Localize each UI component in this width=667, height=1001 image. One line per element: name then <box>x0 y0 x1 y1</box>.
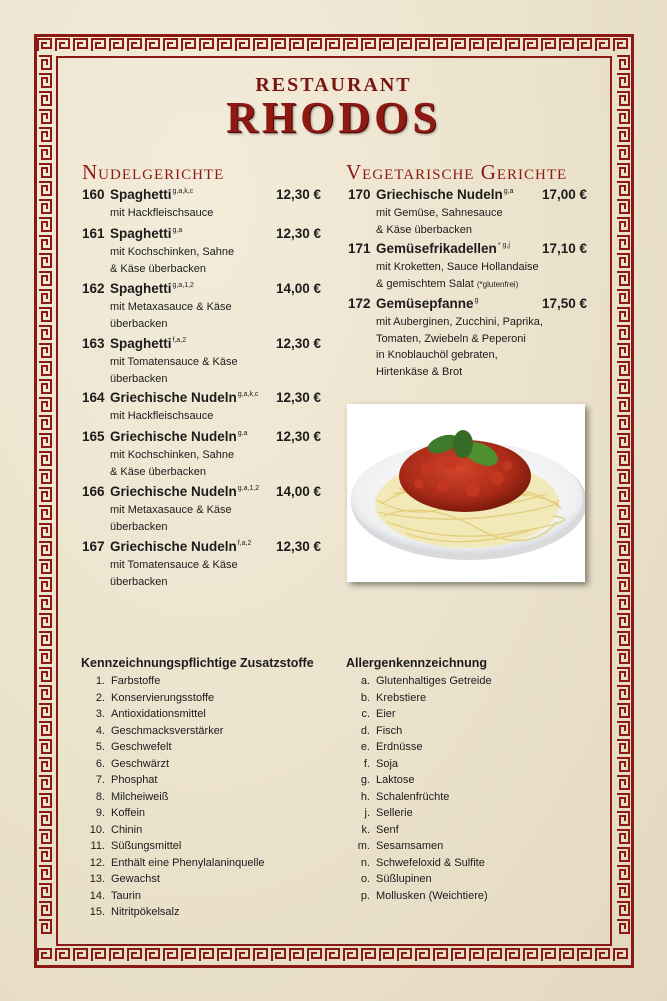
dish-price: 12,30 € <box>276 187 322 202</box>
list-item-key: f. <box>363 757 370 770</box>
list-item <box>81 739 331 756</box>
list-item <box>346 805 596 822</box>
list-item <box>346 756 596 773</box>
list-item <box>81 822 331 839</box>
list-item-key: c. <box>361 708 370 720</box>
dish-description: mit Auberginen, Zucchini, Paprika, Tomaten, Zwiebeln & Peperoni in Knoblauchöl gebraten, Hirtenkäse & Brot <box>376 316 543 378</box>
brand-restaurant-label: RESTAURANT <box>255 74 412 96</box>
dish-additive-codes: f,a,2 <box>172 337 187 344</box>
list-item <box>346 888 596 905</box>
list-item-label: Erdnüsse <box>376 741 423 753</box>
dish-additive-codes: g,a,1,2 <box>172 282 194 289</box>
list-item-key: 13. <box>89 873 105 885</box>
dish-additive-codes: g,a <box>172 227 183 234</box>
list-item-label: Nitritpökelsalz <box>111 906 180 918</box>
list-item <box>346 706 596 723</box>
list-item <box>81 756 331 773</box>
dish-additive-codes: g,a <box>237 430 248 437</box>
dish-number: 166 <box>82 484 105 499</box>
list-item-key: 3. <box>95 708 105 720</box>
dish-description: mit Metaxasauce & Käse überbacken <box>110 301 232 330</box>
list-item-key: a. <box>360 675 370 687</box>
dish-additive-codes: g,a,k,c <box>237 391 259 398</box>
list-item-label: Geschwärzt <box>111 757 170 770</box>
dish-additive-codes: g,a <box>503 188 514 195</box>
list-item-key: b. <box>360 691 370 704</box>
list-item-key: 14. <box>89 889 105 902</box>
spaghetti-plate-icon <box>347 404 585 582</box>
list-item-label: Konservierungsstoffe <box>111 691 215 704</box>
list-item <box>81 805 331 822</box>
list-item-label: Senf <box>376 823 399 836</box>
dish-description: mit Hackfleischsauce <box>110 207 214 219</box>
list-item <box>346 673 596 690</box>
dish-description: mit Gemüse, Sahnesauce & Käse überbacken <box>376 207 503 236</box>
dish-price: 17,10 € <box>542 241 588 256</box>
dish-number: 162 <box>82 281 105 296</box>
list-item <box>346 822 596 839</box>
list-item-label: Glutenhaltiges Getreide <box>376 675 492 687</box>
additives-list <box>81 673 331 921</box>
list-item-label: Antioxidationsmittel <box>111 708 206 720</box>
dish-description: mit Hackfleischsauce <box>110 410 214 422</box>
dish-number: 167 <box>82 539 105 554</box>
list-item <box>346 855 596 872</box>
list-item-label: Schalenfrüchte <box>376 790 450 803</box>
list-item-key: n. <box>360 856 370 869</box>
list-item-label: Enthält eine Phenylalaninquelle <box>111 856 265 869</box>
dish-name: Griechische Nudeln$^{g,a,1,2}$ <box>110 484 260 499</box>
list-item-key: 11. <box>90 840 105 852</box>
dish-price: 12,30 € <box>276 539 322 554</box>
dish-description: mit Tomatensauce & Käse überbacken <box>110 559 238 588</box>
dish-name: Griechische Nudeln$^{g,a}$ <box>110 429 248 444</box>
allergens-title: Allergenkennzeichnung <box>346 656 487 670</box>
list-item <box>81 904 331 921</box>
list-item-key: m. <box>357 840 370 852</box>
dish-additive-codes: * g,j <box>497 242 510 249</box>
dish-number: 163 <box>82 336 105 351</box>
dish-number: 170 <box>348 187 371 202</box>
list-item <box>81 838 331 855</box>
list-item-key: 12. <box>89 856 105 869</box>
list-item-label: Taurin <box>111 889 141 902</box>
list-item-label: Koffein <box>111 807 146 819</box>
dish-additive-codes: g,a,k,c <box>172 188 194 195</box>
dish-name: Griechische Nudeln$^{g,a}$ <box>376 187 514 202</box>
list-item-label: Süßlupinen <box>376 873 432 885</box>
section-title-nudelgerichte: Nudelgerichte <box>82 160 225 184</box>
allergens-list <box>346 673 596 904</box>
list-item-label: Mollusken (Weichtiere) <box>376 889 488 902</box>
list-item <box>81 789 331 806</box>
dish-number: 172 <box>348 296 371 311</box>
dish-name: Spaghetti$^{g,a,k,c}$ <box>110 187 194 202</box>
dish-description: mit Tomatensauce & Käse überbacken <box>110 356 238 385</box>
list-item <box>81 772 331 789</box>
list-item-label: Fisch <box>376 724 403 737</box>
dish-price: 17,00 € <box>542 187 588 202</box>
list-item <box>81 888 331 905</box>
list-item-label: Farbstoffe <box>111 675 161 687</box>
list-item <box>346 690 596 707</box>
list-item-key: e. <box>360 741 370 753</box>
dish-name: Gemüsefrikadellen$^{* g,j}$ <box>376 241 510 256</box>
list-item-key: 2. <box>95 691 105 704</box>
brand-logo-rhodos: RHODOS <box>226 93 441 142</box>
dish-additive-codes: f,a,2 <box>237 540 252 547</box>
dish-note: (*glutenfrei) <box>476 279 519 289</box>
dish-name: Spaghetti$^{g,a,1,2}$ <box>110 281 194 296</box>
list-item-key: p. <box>360 889 370 902</box>
additives-title: Kennzeichnungspflichtige Zusatzstoffe <box>81 656 314 670</box>
list-item-key: 5. <box>95 741 105 753</box>
dish-name: Gemüsepfanne$^g$ <box>376 296 479 311</box>
list-item-label: Chinin <box>111 823 143 836</box>
list-item-label: Milcheiweiß <box>111 790 169 803</box>
dish-description: mit Kochschinken, Sahne & Käse überbacken <box>110 449 235 478</box>
list-item-key: 8. <box>95 790 105 803</box>
list-item-key: 15. <box>89 906 105 918</box>
list-item-label: Sellerie <box>376 807 413 819</box>
list-item-key: j. <box>364 807 370 819</box>
list-item-label: Krebstiere <box>376 691 427 704</box>
list-item-label: Sesamsamen <box>376 840 444 852</box>
list-item <box>346 739 596 756</box>
list-item-key: h. <box>360 790 370 803</box>
list-item-label: Gewachst <box>111 873 160 885</box>
dish-price: 12,30 € <box>276 226 322 241</box>
list-item-label: Laktose <box>376 774 415 786</box>
dish-number: 165 <box>82 429 105 444</box>
list-item <box>81 855 331 872</box>
dish-description: mit Metaxasauce & Käse überbacken <box>110 504 232 533</box>
list-item-key: k. <box>361 823 370 836</box>
dish-number: 161 <box>82 226 105 241</box>
list-item <box>81 706 331 723</box>
list-item-label: Eier <box>376 708 396 720</box>
dish-price: 14,00 € <box>276 281 322 296</box>
dish-name: Griechische Nudeln$^{g,a,k,c}$ <box>110 390 259 405</box>
list-item-key: 4. <box>95 724 105 737</box>
list-item-label: Geschwefelt <box>111 741 172 753</box>
dish-name: Spaghetti$^{f,a,2}$ <box>110 336 187 351</box>
dish-description: mit Kochschinken, Sahne & Käse überbacken <box>110 246 235 275</box>
section-title-vegetarisch: Vegetarische Gerichte <box>346 160 568 184</box>
dish-additive-codes: g <box>474 297 479 304</box>
list-item-key: o. <box>360 873 370 885</box>
list-item <box>346 871 596 888</box>
spaghetti-photo <box>347 404 585 582</box>
dish-name: Spaghetti$^{g,a}$ <box>110 226 183 241</box>
list-item <box>81 871 331 888</box>
list-item <box>346 838 596 855</box>
dish-number: 164 <box>82 390 105 405</box>
list-item-label: Phosphat <box>111 774 158 786</box>
list-item <box>81 723 331 740</box>
list-item-key: 7. <box>95 774 105 786</box>
list-item <box>346 723 596 740</box>
list-item <box>81 690 331 707</box>
dish-number: 171 <box>348 241 371 256</box>
dish-price: 14,00 € <box>276 484 322 499</box>
list-item-key: g. <box>360 774 370 786</box>
list-item-label: Geschmacksverstärker <box>111 724 224 737</box>
dish-price: 12,30 € <box>276 336 322 351</box>
list-item-key: d. <box>360 724 370 737</box>
dish-price: 12,30 € <box>276 390 322 405</box>
dish-price: 12,30 € <box>276 429 322 444</box>
dish-additive-codes: g,a,1,2 <box>237 485 260 492</box>
dish-name: Griechische Nudeln$^{f,a,2}$ <box>110 539 252 554</box>
list-item-key: 6. <box>95 757 105 770</box>
list-item <box>346 789 596 806</box>
list-item <box>346 772 596 789</box>
dish-price: 17,50 € <box>542 296 588 311</box>
list-item-key: 9. <box>95 807 105 819</box>
dish-number: 160 <box>82 187 105 202</box>
list-item-label: Soja <box>376 757 399 770</box>
list-item-key: 1. <box>95 675 105 687</box>
list-item-label: Schwefeloxid & Sulfite <box>376 856 485 869</box>
list-item-label: Süßungsmittel <box>111 840 182 852</box>
list-item-key: 10. <box>89 823 105 836</box>
dish-description: mit Kroketten, Sauce Hollandaise & gemischtem Salat (*glutenfrei) <box>376 261 539 290</box>
list-item <box>81 673 331 690</box>
